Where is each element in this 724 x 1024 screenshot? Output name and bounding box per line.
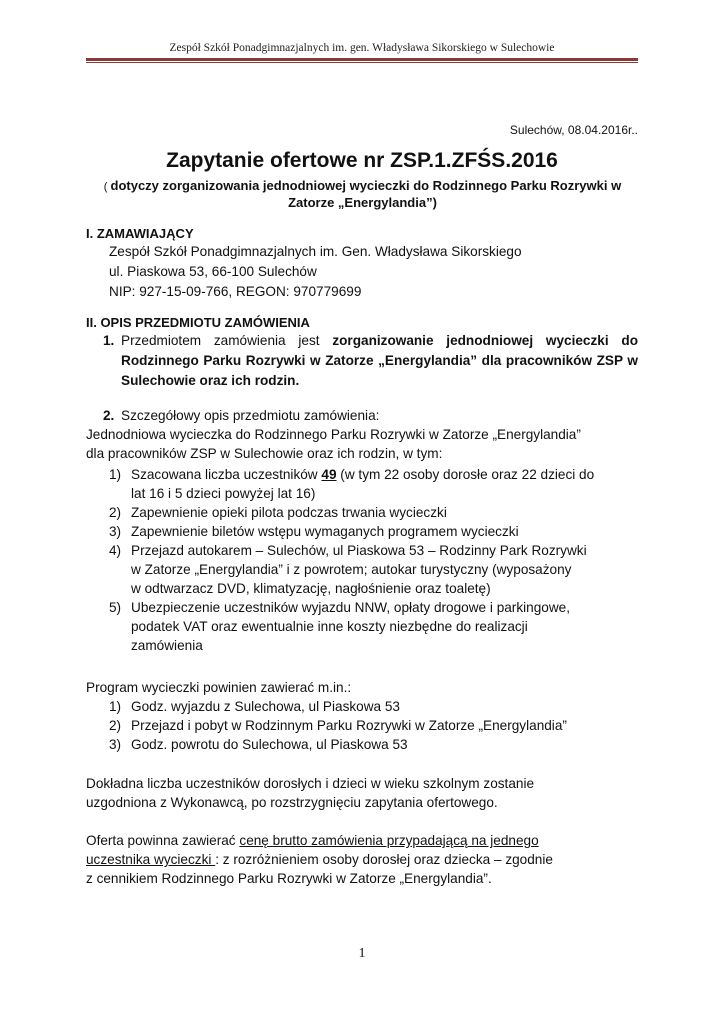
offer-distinction: : z rozróżnieniem osoby dorosłej oraz dziecka – zgodnie [215, 852, 553, 867]
document-subtitle [90, 178, 635, 211]
description-line-2: dla pracowników ZSP w Sulechowie oraz ich rodzin, w tym: [86, 446, 443, 461]
item-5-line-1: Ubezpieczenie uczestników wyjazdu NNW, opłaty drogowe i parkingowe, [131, 600, 570, 615]
item-5-line-3: zamówienia [131, 638, 203, 653]
subtitle-paren: ( [103, 181, 111, 193]
program-item-1: Godz. wyjazdu z Sulechowa, ul Piaskowa 53 [131, 699, 400, 714]
buyer-address: ul. Piaskowa 53, 66-100 Sulechów [109, 264, 317, 279]
section-1-heading: I. ZAMAWIAJĄCY [86, 226, 194, 241]
item-2-number: 2) [109, 505, 122, 520]
item-1-suffix: (w tym 22 osoby dorosłe oraz 22 dzieci do [336, 467, 595, 482]
subtitle-text: dotyczy zorganizowania jednodniowej wycieczki do Rodzinnego Parku Rozrywki w Zatorze „Energylandia”) [110, 178, 622, 210]
point-2-text: Szczegółowy opis przedmiotu zamówienia: [121, 408, 380, 423]
participant-count: 49 [321, 467, 337, 482]
program-intro: Program wycieczki powinien zawierać m.in.: [86, 680, 352, 695]
offer-price-underlined: cenę brutto zamówienia przypadającą na jednego [239, 833, 539, 848]
item-4-line-1: Przejazd autokarem – Sulechów, ul Piaskowa 53 – Rodzinny Park Rozrywki [131, 543, 587, 558]
header-rule-thin [86, 62, 638, 63]
page-number: 1 [358, 946, 366, 961]
program-item-1-number: 1) [109, 699, 122, 714]
item-1-text [131, 465, 594, 484]
program-item-2: Przejazd i pobyt w Rodzinnym Parku Rozrywki w Zatorze „Energylandia” [131, 718, 567, 733]
page-header: Zespół Szkół Ponadgimnazjalnych im. gen. Władysława Sikorskiego w Sulechowie [169, 42, 555, 54]
offer-prefix: Oferta powinna zawierać [86, 833, 240, 848]
item-4-line-2: w Zatorze „Energylandia” i z powrotem; autokar turystyczny (wyposażony [131, 562, 572, 577]
offer-line-1 [86, 831, 539, 850]
point-1-text [121, 331, 638, 391]
item-3-text: Zapewnienie biletów wstępu wymaganych programem wycieczki [131, 524, 519, 539]
point-1-number: 1. [103, 333, 115, 348]
program-item-3: Godz. powrotu do Sulechowa, ul Piaskowa 53 [131, 737, 408, 752]
offer-line-3: z cennikiem Rodzinnego Parku Rozrywki w Zatorze „Energylandia”. [86, 871, 492, 886]
item-4-number: 4) [109, 543, 122, 558]
description-line-1: Jednodniowa wycieczka do Rodzinnego Parku Rozrywki w Zatorze „Energylandia” [86, 427, 581, 442]
point-1-prefix: Przedmiotem zamówienia jest [121, 333, 333, 348]
item-5-line-2: podatek VAT oraz ewentualnie inne koszty niezbędne do realizacji [131, 619, 528, 634]
offer-per-participant-underlined: uczestnika wycieczki [86, 852, 216, 867]
section-2-heading: II. OPIS PRZEDMIOTU ZAMÓWIENIA [86, 315, 310, 330]
point-2-number: 2. [103, 408, 115, 423]
item-3-number: 3) [109, 524, 122, 539]
program-item-3-number: 3) [109, 737, 122, 752]
participants-line-2: uzgodniona z Wykonawcą, po rozstrzygnięciu zapytania ofertowego. [86, 795, 498, 810]
program-item-2-number: 2) [109, 718, 122, 733]
buyer-ids: NIP: 927-15-09-766, REGON: 970779699 [109, 284, 362, 299]
item-4-line-3: w odtwarzacz DVD, klimatyzację, nagłośnienie oraz toaletę) [131, 581, 491, 596]
participants-line-1: Dokładna liczba uczestników dorosłych i dzieci w wieku szkolnym zostanie [86, 776, 535, 791]
item-5-number: 5) [109, 600, 122, 615]
document-date: Sulechów, 08.04.2016r.. [509, 123, 638, 137]
point-1-bold: zorganizowanie jednodniowej wycieczki do Rodzinnego Parku Rozrywki w Zatorze „Energylandia” dla pracowników ZSP w Sulechowie oraz ich rodzin. [121, 333, 638, 388]
document-title: Zapytanie ofertowe nr ZSP.1.ZFŚS.2016 [166, 149, 558, 172]
item-2-text: Zapewnienie opieki pilota podczas trwania wycieczki [131, 505, 447, 520]
header-rule [86, 58, 638, 61]
item-1-continuation: lat 16 i 5 dzieci powyżej lat 16) [131, 486, 316, 501]
item-1-prefix: Szacowana liczba uczestników [131, 467, 322, 482]
buyer-name: Zespół Szkół Ponadgimnazjalnych im. Gen. Władysława Sikorskiego [109, 244, 522, 259]
item-1-number: 1) [109, 467, 122, 482]
offer-line-2 [86, 850, 553, 869]
